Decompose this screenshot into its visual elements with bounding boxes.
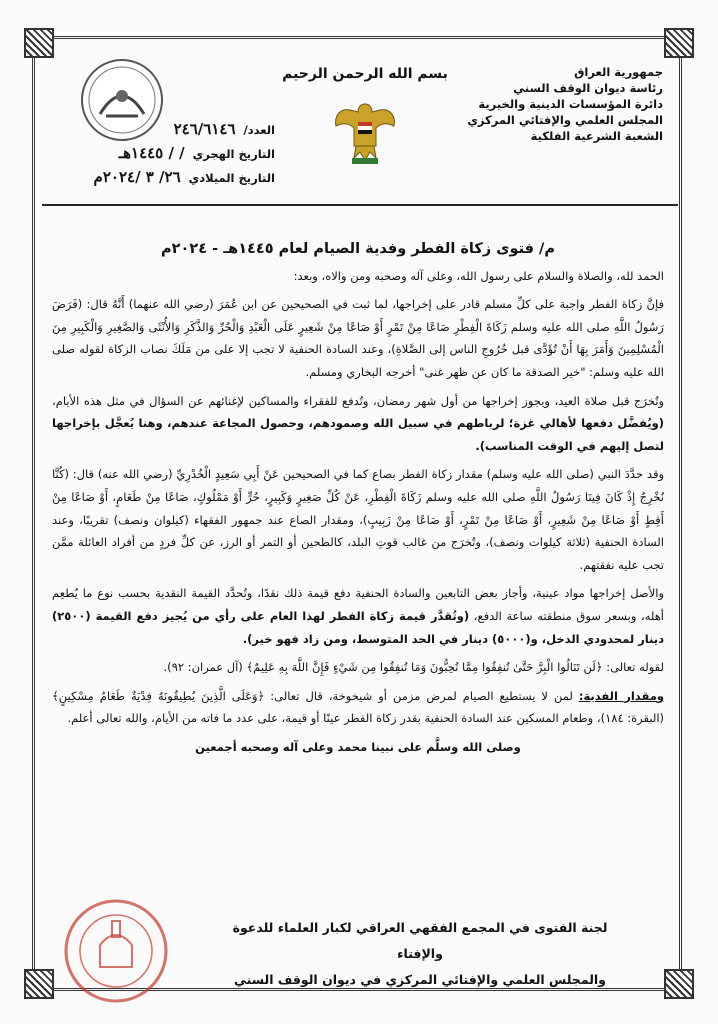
corner-ornament [664,969,694,999]
issuer-line: رئاسة ديوان الوقف السني [513,81,663,95]
closing-prayer: وصلى الله وسلَّم على نبينا محمد وعلى آله وصحبه أجمعين [195,739,521,754]
reference-number: ٢٤٦/٦١٤٦ [173,120,236,138]
issuer-line: المجلس العلمي والإفتائي المركزي [467,113,663,127]
value-note: (وتُقدَّر قيمة زكاة الفطر لهذا العام على رأي من يُجيز دفع القيمة (٢٥٠٠) دينار لمحدودي الدخل، و(٥٠٠٠) دينار في الحد المتوسط، ومن زاد فهو خير). [52,608,664,646]
issuer-line: الشعبة الشرعية الفلكية [530,129,663,143]
paragraph-fidya: ومقدار الفدية: لمن لا يستطيع الصيام لمرض مزمن أو شيخوخة، قال تعالى: ﴿وَعَلَى الَّذِينَ يُطِيقُونَهُ فِدْيَةٌ طَعَامُ مِسْكِينٍ﴾ (البقرة: ١٨٤)، وطعام المسكين عند السادة الحنفية بقدر زكاة الفطر عينًا أو قيمة، على عدد ما فاته من الأيام، والله تعالى أعلم. [52,688,664,726]
reference-block [55,118,275,190]
hijri-date: / / ١٤٤٥هـ [118,144,185,162]
gaza-note: (ويُفضَّل دفعها لأهالي غزة؛ لرباطهم في سبيل الله وصمودهم، وحصول المجاعة عندهم، وهنا يُعجَّل بإخراجها لتصل إليهم في الوقت المناسب). [52,416,664,453]
reference-number-row: العدد/٢٤٦/٦١٤٦ [173,120,275,138]
signature-block [60,905,660,985]
gregorian-date: ٢٦/ ٣ /٢٠٢٤م [93,168,181,186]
paragraph-timing: وتُخرَج قبل صلاة العيد، ويجوز إخراجها من أول شهر رمضان، وتُدفع للفقراء والمساكين لإغنائهم عن السؤال في مثل هذه الأيام، (ويُفضَّل دفعها لأهالي غزة؛ لرباطهم في سبيل الله وصمودهم، وحصول المجاعة عندهم، وهنا يُعجَّل بإخراجها لتصل إليهم في الوقت المناسب). [52,393,664,453]
issuer-line: دائرة المؤسسات الدينية والخيرية [478,97,663,111]
header-divider [42,204,678,206]
header-left [45,50,275,200]
gregorian-date-row: التاريخ الميلادي٢٦/ ٣ /٢٠٢٤م [93,168,275,186]
paragraph-opening: الحمد لله، والصلاة والسلام على رسول الله، وعلى آله وصحبه ومن والاه، وبعد: [293,268,664,283]
paragraph-obligation: فإنَّ زكاة الفطر واجبة على كلِّ مسلم قادر على إخراجها، لما ثبت في الصحيحين عن ابن عُمَرَ (رضي الله عنهما) أَنَّهُ قال: (فَرَضَ رَسُولُ اللَّهِ صلى الله عليه وسلم زَكَاةَ الْفِطْرِ صَاعًا مِنْ تَمْرٍ أَوْ صَاعًا مِنْ شَعِيرٍ عَلَى الْعَبْدِ وَالْحُرِّ وَالذَّكَرِ وَالأُنْثَى وَالصَّغِيرِ وَالْكَبِيرِ مِنَ الْمُسْلِمِينَ وَأَمَرَ بِهَا أَنْ تُؤَدَّى قبل خُرُوجِ الناس إلى الصَّلاةِ)، وعند السادة الحنفية لا تجب إلا على من مَلَكَ نصاب الزكاة لقوله صلى الله عليه وسلم: "خير الصدقة ما كان عن ظهر غنى" أخرجه البخاري ومسلم. [52,297,664,379]
issuer-line: جمهورية العراق [574,65,663,79]
hijri-date-row: التاريخ الهجري/ / ١٤٤٥هـ [118,144,275,162]
letterhead [45,50,675,200]
paragraph-value: والأصل إخراجها مواد عينية، وأجاز بعض التابعين والسادة الحنفية دفع قيمة ذلك نقدًا، وتُحدَّد القيمة النقدية بحسب نوع ما يُطعِم أهله، وبسعر سوق منطقته ساعة الدفع، (وتُقدَّر قيمة زكاة الفطر لهذا العام على رأي من يُجيز دفع القيمة (٢٥٠٠) دينار لمحدودي الدخل، و(٥٠٠٠) دينار في الحد المتوسط، ومن زاد فهو خير). [52,586,664,646]
document-title: م/ فتوى زكاة الفطر وفدية الصيام لعام ١٤٤٥هـ - ٢٠٢٤م [161,241,555,257]
signature-line: لجنة الفتوى في المجمع الفقهي العراقي لكبار العلماء للدعوة والإفتاء [232,920,608,961]
basmala: بسم الله الرحمن الرحيم [282,66,448,82]
committee-signature [210,915,630,993]
fidya-label: ومقدار الفدية: [578,688,664,703]
paragraph-amount: وقد حدَّدَ النبي (صلى الله عليه وسلم) مقدار زكاة الفطر بصاع كما في الصحيحين عَنْ أَبِي سَعِيدٍ الْخُدْرِيِّ (رضي الله عنه) قال: (كُنَّا نُخْرِجُ إِذْ كَانَ فِينَا رَسُولُ اللَّهِ صلى الله عليه وسلم زَكَاةَ الْفِطْرِ، عَنْ كُلِّ صَغِيرٍ وَكَبِيرٍ، حُرٍّ أَوْ مَمْلُوكٍ، صَاعًا مِنْ طَعَامٍ، أَوْ صَاعًا مِنْ أَقِطٍ أَوْ صَاعًا مِنْ شَعِيرٍ، أَوْ صَاعًا مِنْ تَمْرٍ، أَوْ صَاعًا مِنْ زَبِيبٍ)، ومقدار الصاع عند جمهور الفقهاء (كيلوان ونصف) تقريبًا، وعند السادة الحنفية (ثلاثة كيلوات ونصف)، وتُخرَج من غالب قوتِ البلد، كالطحين أو التمر أو الرز، عن كلِّ فردٍ من أفراد العائلة ممَّن تجب عليه نفقتهم. [52,467,664,572]
header-center [270,60,460,172]
fatwa-body [52,238,664,770]
paragraph-verse: لقوله تعالى: ﴿لَن تَنَالُوا الْبِرَّ حَتَّىٰ تُنفِقُوا مِمَّا تُحِبُّونَ وَمَا تُنفِقُوا مِن شَيْءٍ فَإِنَّ اللَّهَ بِهِ عَلِيمٌ﴾ (آل عمران: ٩٢). [163,660,664,675]
iraq-emblem-icon [330,96,400,168]
official-stamp [60,895,172,1007]
corner-ornament [24,969,54,999]
signature-line: والمجلس العلمي والإفتائي المركزي في ديوان الوقف السني [234,972,606,987]
